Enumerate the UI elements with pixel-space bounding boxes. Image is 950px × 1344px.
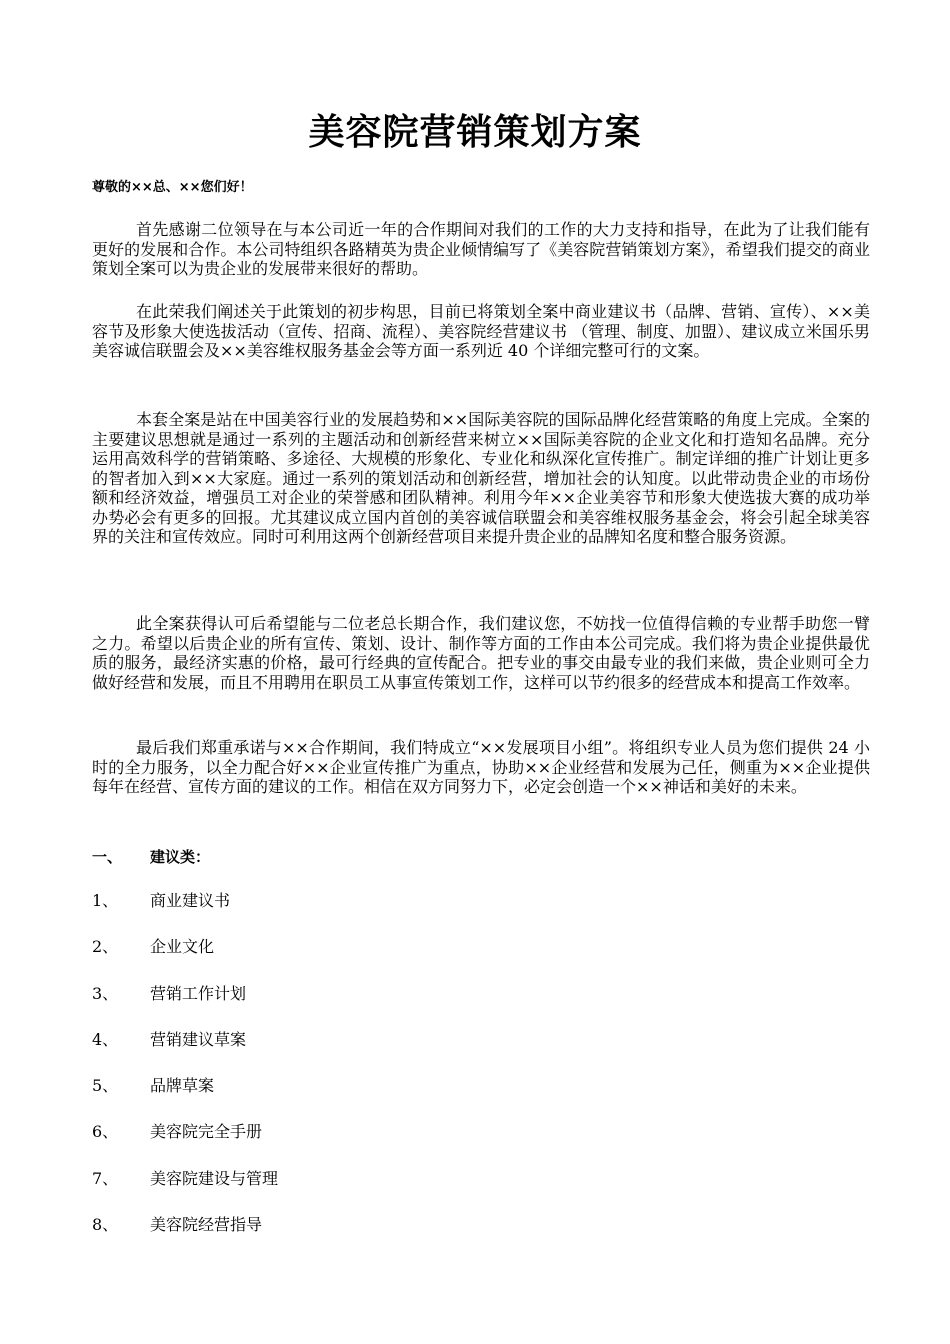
paragraph-intro: 首先感谢二位领导在与本公司近一年的合作期间对我们的工作的大力支持和指导，在此为了让我们能有更好的发展和合作。本公司特组织各路精英为贵企业倾情编写了《美容院营销策划方案》，希望我们提交的商业策划全案可以为贵企业的发展带来很好的帮助。 [92, 220, 870, 278]
list-item-label: 美容院经营指导 [150, 1215, 263, 1235]
list-item-label: 美容院完全手册 [150, 1122, 263, 1142]
list-item-number: 6、 [92, 1122, 119, 1142]
list-item-number: 8、 [92, 1215, 119, 1235]
paragraph-commitment: 最后我们郑重承诺与××合作期间，我们特成立“××发展项目小组”。将组织专业人员为您们提供 24 小时的全力服务，以全力配合好××企业宣传推广为重点，协助××企业经营和发展为己任，侧重为××企业提供每年在经营、宣传方面的建议的工作。相信在双方同努力下，必定会创造一个××神话和美好的未来。 [92, 738, 870, 796]
section-label: 建议类： [150, 848, 211, 866]
list-item-number: 3、 [92, 983, 119, 1003]
list-item-number: 2、 [92, 937, 119, 957]
list-item [92, 983, 278, 1029]
list-item [92, 936, 278, 982]
list-item-label: 品牌草案 [150, 1076, 215, 1096]
list-item-label: 营销建议草案 [150, 1029, 247, 1049]
list-item-number: 4、 [92, 1029, 119, 1049]
paragraph-outline: 在此荣我们阐述关于此策划的初步构思，目前已将策划全案中商业建议书（品牌、营销、宣传）、××美容节及形象大使选拔活动（宣传、招商、流程）、美容院经营建议书 （管理、制度、加盟）、建议成立米国乐男美容诚信联盟会及××美容维权服务基金会等方面一系列近 40 个详细完整可行的文案。 [92, 302, 870, 360]
list-item-label: 商业建议书 [150, 891, 231, 910]
list-item-label: 美容院建设与管理 [150, 1168, 279, 1188]
document-title: 美容院营销策划方案 [308, 112, 642, 153]
section-heading [92, 846, 210, 868]
list-item-number: 5、 [92, 1076, 119, 1096]
recommendation-list [92, 890, 278, 1260]
section-number: 一、 [92, 848, 123, 866]
list-item-label: 企业文化 [150, 937, 215, 957]
list-item-label: 营销工作计划 [150, 983, 247, 1003]
list-item [92, 1121, 278, 1167]
list-item [92, 1214, 278, 1260]
paragraph-cooperation: 此全案获得认可后希望能与二位老总长期合作，我们建议您，不妨找一位值得信赖的专业帮手助您一臂之力。希望以后贵企业的所有宣传、策划、设计、制作等方面的工作由本公司完成。我们将为贵企业提供最优质的服务，最经济实惠的价格，最可行经典的宣传配合。把专业的事交由最专业的我们来做，贵企业则可全力做好经营和发展，而且不用聘用在职员工从事宣传策划工作，这样可以节约很多的经营成本和提高工作效率。 [92, 614, 870, 692]
list-item [92, 1075, 278, 1121]
list-item [92, 1168, 278, 1214]
list-item-number: 1、 [92, 891, 119, 910]
greeting: 尊敬的××总、××您们好！ [92, 180, 253, 195]
list-item-number: 7、 [92, 1168, 119, 1188]
paragraph-strategy: 本套全案是站在中国美容行业的发展趋势和××国际美容院的国际品牌化经营策略的角度上完成。全案的主要建议思想就是通过一系列的主题活动和创新经营来树立××国际美容院的企业文化和打造知名品牌。充分运用高效科学的营销策略、多途径、大规模的形象化、专业化和纵深化宣传推广。制定详细的推广计划让更多的智者加入到××大家庭。通过一系列的策划活动和创新经营，增加社会的认知度。以此带动贵企业的市场份额和经济效益，增强员工对企业的荣誉感和团队精神。利用今年××企业美容节和形象大使选拔大赛的成功举办势必会有更多的回报。尤其建议成立国内首创的美容诚信联盟会和美容维权服务基金会，将会引起全球美容界的关注和宣传效应。同时可利用这两个创新经营项目来提升贵企业的品牌知名度和整合服务资源。 [92, 410, 870, 546]
list-item [92, 890, 278, 936]
list-item [92, 1029, 278, 1075]
